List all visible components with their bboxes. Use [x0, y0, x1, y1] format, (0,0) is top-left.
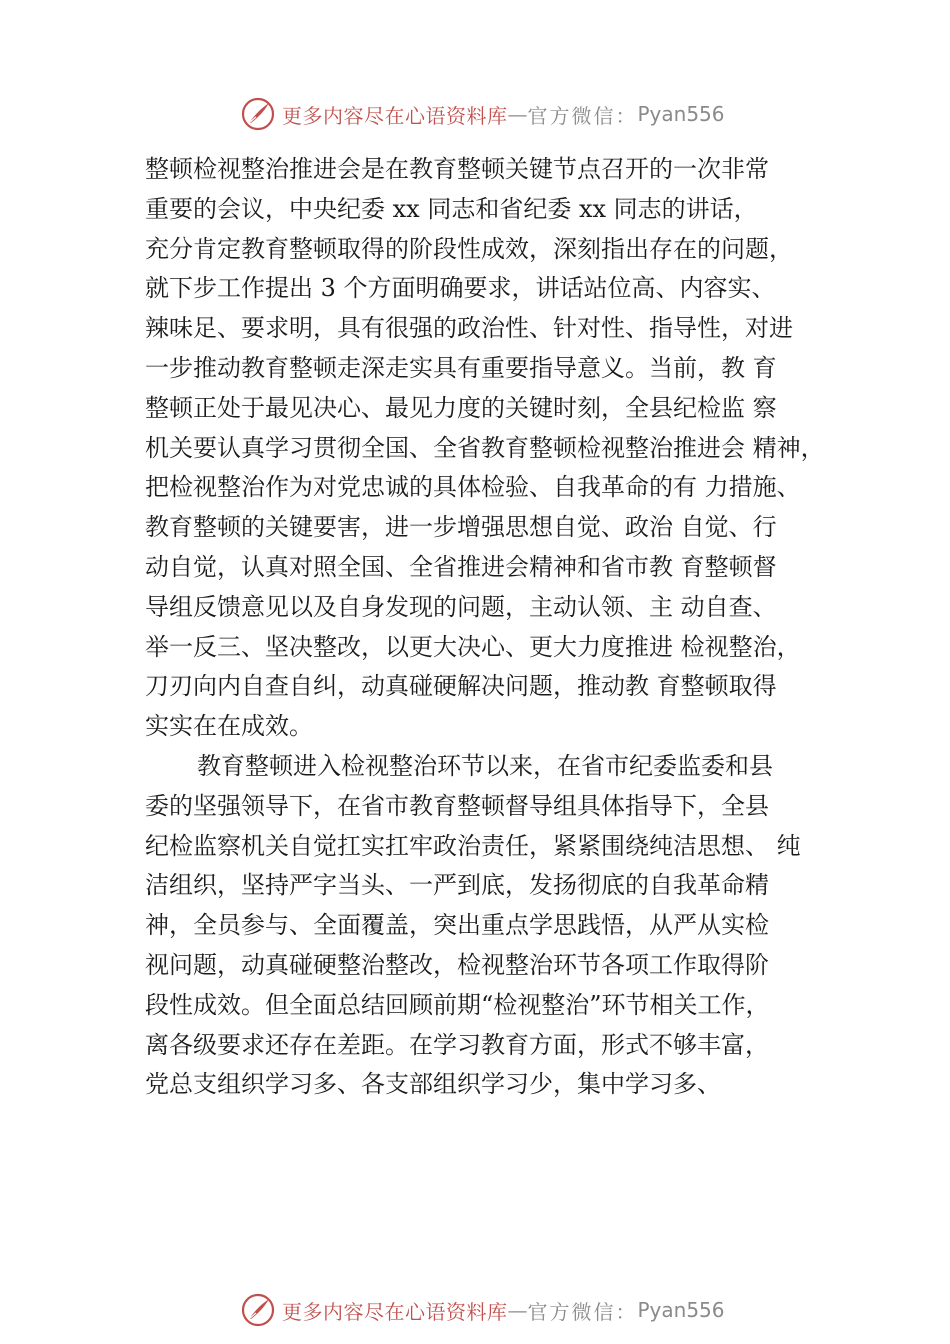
- text-line: 机关要认真学习贯彻全国、全省教育整顿检视整治推进会 精神，: [145, 433, 825, 462]
- text-line: 洁组织，坚持严字当头、一严到底，发扬彻底的自我革命精: [145, 871, 769, 900]
- text-line: 纪检监察机关自觉扛实扛牢政治责任，紧紧围绕纯洁思想、 纯: [145, 831, 801, 860]
- text-line: 段性成效。但全面总结回顾前期“检视整治”环节相关工作，: [145, 990, 770, 1019]
- banner-site-name: 更多内容尽在心语资料库: [282, 103, 508, 128]
- text-line: 离各级要求还存在差距。在学习教育方面，形式不够丰富，: [145, 1030, 769, 1059]
- banner-dash: —: [507, 1298, 528, 1322]
- text-line: 整顿检视整治推进会是在教育整顿关键节点召开的一次非常: [145, 155, 769, 183]
- text-line: 神，全员参与、全面覆盖，突出重点学思践悟，从严从实检: [145, 911, 769, 940]
- text-line: 党总支组织学习多、各支部组织学习少，集中学习多、: [145, 1070, 721, 1099]
- banner-wechat-label: 官方微信：: [527, 103, 638, 128]
- banner-wechat-id: Pyan556: [637, 102, 725, 126]
- text-line: 一步推动教育整顿走深走实具有重要指导意义。当前，教 育: [145, 353, 777, 382]
- text-line: 刀刃向内自查自纠，动真碰硬解决问题，推动教 育整顿取得: [145, 672, 777, 701]
- text-line: 充分肯定教育整顿取得的阶段性成效，深刻指出存在的问题，: [145, 234, 793, 263]
- banner-dash: —: [507, 102, 528, 126]
- paragraph-2: [145, 747, 865, 1105]
- text-line: 教育整顿的关键要害，进一步增强思想自觉、政治 自觉、行: [145, 513, 777, 542]
- text-line: 重要的会议，中央纪委 xx 同志和省纪委 xx 同志的讲话，: [145, 194, 758, 223]
- paragraph-1: [145, 150, 865, 747]
- banner-wechat-id: Pyan556: [637, 1298, 725, 1322]
- quill-logo-icon: [240, 96, 276, 132]
- banner-site-name: 更多内容尽在心语资料库: [282, 1299, 508, 1324]
- text-line: 整顿正处于最见决心、最见力度的关键时刻，全县纪检监 察: [145, 393, 777, 422]
- text-line: 委的坚强领导下，在省市教育整顿督导组具体指导下，全县: [145, 791, 769, 820]
- text-line: 导组反馈意见以及自身发现的问题，主动认领、主 动自查、: [145, 592, 777, 621]
- banner-wechat-label: 官方微信：: [527, 1299, 638, 1324]
- text-line: 教育整顿进入检视整治环节以来，在省市纪委监委和县: [197, 751, 773, 780]
- text-line: 实实在在成效。: [145, 712, 313, 741]
- text-line: 动自觉，认真对照全国、全省推进会精神和省市教 育整顿督: [145, 552, 777, 581]
- text-line: 举一反三、坚决整改，以更大决心、更大力度推进 检视整治，: [145, 632, 801, 661]
- text-line: 把检视整治作为对党忠诚的具体检验、自我革命的有 力措施、: [145, 473, 801, 502]
- text-line: 辣味足、要求明，具有很强的政治性、针对性、指导性，对进: [145, 314, 793, 343]
- header-banner: [0, 94, 950, 134]
- footer-banner: [0, 1290, 950, 1330]
- quill-logo-icon: [240, 1292, 276, 1328]
- document-body: [145, 150, 865, 1105]
- text-line: 就下步工作提出 3 个方面明确要求，讲话站位高、内容实、: [145, 274, 776, 303]
- text-line: 视问题，动真碰硬整治整改，检视整治环节各项工作取得阶: [145, 950, 769, 979]
